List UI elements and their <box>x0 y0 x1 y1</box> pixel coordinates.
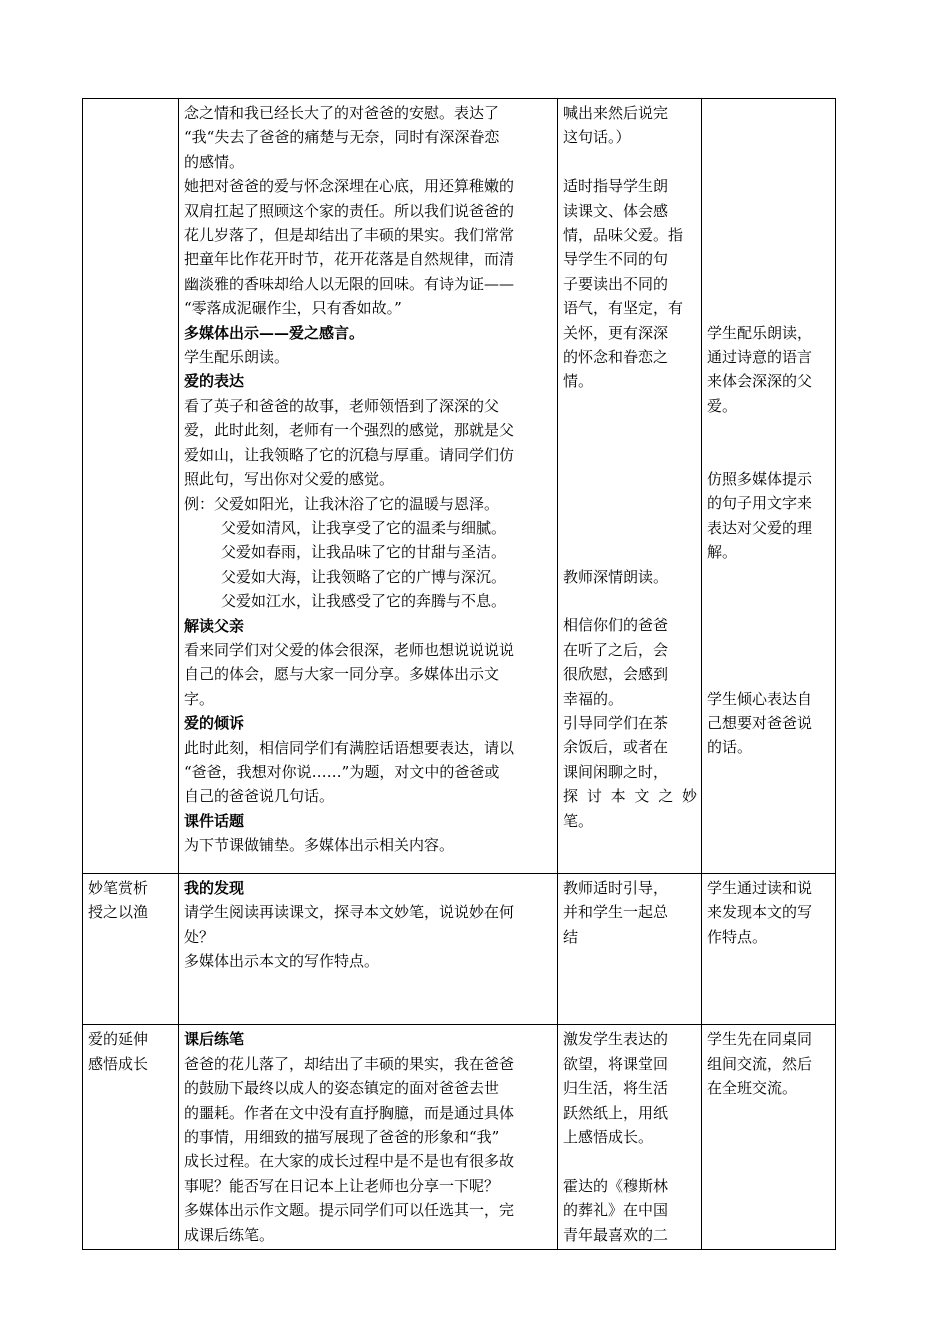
text-line <box>563 516 697 540</box>
text-line: 念之情和我已经长大了的对爸爸的安慰。表达了 <box>184 104 500 122</box>
text-line <box>707 662 831 686</box>
text-line <box>563 150 697 174</box>
text-line: 父爱如清风，让我享受了它的温柔与细腻。 <box>221 518 507 537</box>
text-line: 父爱如大海，让我领略了它的广博与深沉。 <box>221 567 507 586</box>
student-activity-cell <box>702 1025 836 1250</box>
section-heading: 多媒体出示——爱之感言。 <box>184 323 365 342</box>
text-line: 父爱如春雨，让我品味了它的甘甜与圣洁。 <box>221 543 507 562</box>
text-line: 照此句，写出你对父爱的感觉。 <box>184 470 395 489</box>
text-line <box>707 443 831 467</box>
text-line: 上感悟成长。 <box>563 1128 654 1147</box>
teacher-activity-cell <box>558 1025 702 1250</box>
text-line: 成课后练笔。 <box>184 1225 275 1244</box>
text-line: 妙笔赏析 <box>88 879 149 897</box>
text-line <box>563 589 697 613</box>
section-heading: 课后练笔 <box>184 1030 245 1049</box>
text-line: 欲望，将课堂回 <box>563 1054 669 1073</box>
text-line <box>707 174 831 198</box>
text-line: 花儿岁落了，但是却结出了丰硕的果实。我们常常 <box>184 226 515 245</box>
text-line: 表达对父爱的理 <box>707 518 813 537</box>
text-line <box>563 467 697 491</box>
text-line: 学生通过读和说 <box>707 879 813 897</box>
text-line: 爸爸的花儿落了，却结出了丰硕的果实，我在爸爸 <box>184 1054 515 1073</box>
lesson-plan-table <box>82 98 836 1250</box>
text-line: 这句话。） <box>563 128 631 147</box>
lesson-plan-body <box>83 99 836 1250</box>
text-line: 爱的延伸 <box>88 1030 149 1049</box>
text-line <box>563 491 697 515</box>
teacher-activity-cell <box>558 99 702 874</box>
text-line: 结 <box>563 927 579 946</box>
text-line: 解。 <box>707 543 738 562</box>
text-line: 的怀念和眷恋之 <box>563 348 669 367</box>
text-line: 喊出来然后说完 <box>563 104 669 122</box>
text-line: 情。 <box>563 372 594 391</box>
text-line: 来发现本文的写 <box>707 903 813 922</box>
table-row <box>83 99 836 874</box>
text-line: 在听了之后，会 <box>563 640 669 659</box>
text-line <box>707 150 831 174</box>
text-line <box>707 101 831 125</box>
text-line <box>563 1149 697 1173</box>
text-line: 的话。 <box>707 738 753 757</box>
text-line: 己想要对爸爸说 <box>707 713 813 732</box>
text-line: 的感情。 <box>184 152 245 171</box>
text-line: 自己的爸爸说几句话。 <box>184 787 335 806</box>
text-line: 爱如山，让我领略了它的沉稳与厚重。请同学们仿 <box>184 445 515 464</box>
text-line: 幽淡雅的香味却给人以无限的回味。有诗为证—— <box>184 274 515 293</box>
text-line: 她把对爸爸的爱与怀念深埋在心底，用还算稚嫩的 <box>184 177 515 196</box>
stage-cell <box>83 1025 179 1250</box>
text-line: 跃然纸上，用纸 <box>563 1103 669 1122</box>
text-line: 引导同学们在茶 <box>563 714 669 733</box>
text-line: “零落成泥碾作尘，只有香如故。” <box>184 299 402 318</box>
text-line: 的葬礼》在中国 <box>563 1201 669 1220</box>
text-line: 为下节课做铺垫。多媒体出示相关内容。 <box>184 836 455 855</box>
text-line: 学生先在同桌同 <box>707 1030 813 1049</box>
text-line: 在全班交流。 <box>707 1079 798 1098</box>
section-heading: 解读父亲 <box>184 616 245 635</box>
text-line: 爱。 <box>707 396 738 415</box>
section-heading: 课件话题 <box>184 811 245 830</box>
text-line: 学生倾心表达自 <box>707 689 813 708</box>
text-line: 关怀，更有深深 <box>563 323 669 342</box>
text-line <box>563 394 697 418</box>
text-line: “爸爸，我想对你说……”为题，对文中的爸爸或 <box>184 762 500 781</box>
text-line: 学生配乐朗读， <box>707 323 813 342</box>
text-line: 父爱如江水，让我感受了它的奔腾与不息。 <box>221 592 507 611</box>
text-line: 探讨本文之妙 <box>563 787 697 806</box>
stage-cell <box>83 874 179 1025</box>
text-line: 的鼓励下最终以成人的姿态镇定的面对爸爸去世 <box>184 1079 500 1098</box>
text-line <box>707 125 831 149</box>
text-line: 看来同学们对父爱的体会很深，老师也想说说说说 <box>184 640 515 659</box>
text-line: 事呢？能否写在日记本上让老师也分享一下呢？ <box>184 1176 500 1195</box>
text-line <box>184 974 553 998</box>
text-line: 很欣慰，会感到 <box>563 665 669 684</box>
text-line <box>707 247 831 271</box>
text-line <box>707 638 831 662</box>
text-line: 成长过程。在大家的成长过程中是不是也有很多故 <box>184 1152 515 1171</box>
text-line <box>707 272 831 296</box>
text-line <box>563 443 697 467</box>
stage-cell <box>83 99 179 874</box>
text-line: 通过诗意的语言 <box>707 347 813 366</box>
text-line <box>707 565 831 589</box>
text-line: 自己的体会，愿与大家一同分享。多媒体出示文 <box>184 665 500 684</box>
text-line <box>707 223 831 247</box>
text-line: 组间交流，然后 <box>707 1054 813 1073</box>
student-activity-cell <box>702 874 836 1025</box>
text-line: 并和学生一起总 <box>563 903 669 922</box>
text-line: 此时此刻，相信同学们有满腔话语想要表达，请以 <box>184 738 515 757</box>
text-line: 霍达的《穆斯林 <box>563 1176 669 1195</box>
text-line: “我“失去了爸爸的痛楚与无奈，同时有深深眷恋 <box>184 128 500 147</box>
text-line <box>563 540 697 564</box>
text-line: 余饭后，或者在 <box>563 738 669 757</box>
text-line: 请学生阅读再读课文，探寻本文妙笔，说说妙在何 <box>184 903 515 922</box>
text-line: 来体会深深的父 <box>707 372 813 391</box>
text-line: 仿照多媒体提示 <box>707 469 813 488</box>
text-line: 教师适时引导， <box>563 879 669 897</box>
text-line: 相信你们的爸爸 <box>563 616 669 635</box>
text-line: 学生配乐朗读。 <box>184 348 290 367</box>
text-line: 看了英子和爸爸的故事，老师领悟到了深深的父 <box>184 396 500 415</box>
text-line <box>707 296 831 320</box>
table-row <box>83 1025 836 1250</box>
text-line: 幸福的。 <box>563 689 624 708</box>
text-line: 情，品味父爱。指 <box>563 226 684 245</box>
text-line: 子要读出不同的 <box>563 274 669 293</box>
text-line: 语气，有坚定，有 <box>563 299 684 318</box>
text-line: 字。 <box>184 689 215 708</box>
text-line: 归生活，将生活 <box>563 1079 669 1098</box>
text-line <box>563 418 697 442</box>
teacher-activity-cell <box>558 874 702 1025</box>
text-line: 双肩扛起了照顾这个家的责任。所以我们说爸爸的 <box>184 201 515 220</box>
text-line: 多媒体出示本文的写作特点。 <box>184 952 380 971</box>
text-line: 作特点。 <box>707 927 768 946</box>
section-heading: 我的发现 <box>184 879 245 897</box>
text-line: 的事情，用细致的描写展现了爸爸的形象和“我” <box>184 1128 500 1147</box>
text-line: 适时指导学生朗 <box>563 177 669 196</box>
text-line: 读课文、体会感 <box>563 201 669 220</box>
text-line: 爱，此时此刻，老师有一个强烈的感觉，那就是父 <box>184 421 515 440</box>
section-heading: 爱的倾诉 <box>184 714 245 733</box>
section-heading: 爱的表达 <box>184 372 245 391</box>
text-line <box>707 418 831 442</box>
text-line: 笔。 <box>563 811 594 830</box>
text-line: 导学生不同的句 <box>563 250 669 269</box>
text-line: 的噩耗。作者在文中没有直抒胸臆，而是通过具体 <box>184 1103 515 1122</box>
text-line: 教师深情朗读。 <box>563 567 669 586</box>
text-line: 处？ <box>184 927 215 946</box>
text-line: 多媒体出示作文题。提示同学们可以任选其一，完 <box>184 1201 515 1220</box>
content-cell <box>179 99 558 874</box>
text-line: 感悟成长 <box>88 1054 149 1073</box>
text-line: 课间闲聊之时， <box>563 762 669 781</box>
text-line: 授之以渔 <box>88 903 149 922</box>
content-cell <box>179 874 558 1025</box>
text-line <box>707 613 831 637</box>
text-line: 把童年比作花开时节，花开花落是自然规律，而清 <box>184 250 515 269</box>
text-line: 例：父爱如阳光，让我沐浴了它的温暖与恩泽。 <box>184 494 500 513</box>
content-cell <box>179 1025 558 1250</box>
text-line: 激发学生表达的 <box>563 1030 669 1049</box>
text-line: 的句子用文字来 <box>707 494 813 513</box>
text-line <box>707 199 831 223</box>
text-line <box>184 998 553 1022</box>
table-row <box>83 874 836 1025</box>
text-line <box>707 589 831 613</box>
student-activity-cell <box>702 99 836 874</box>
text-line: 青年最喜欢的二 <box>563 1225 669 1244</box>
